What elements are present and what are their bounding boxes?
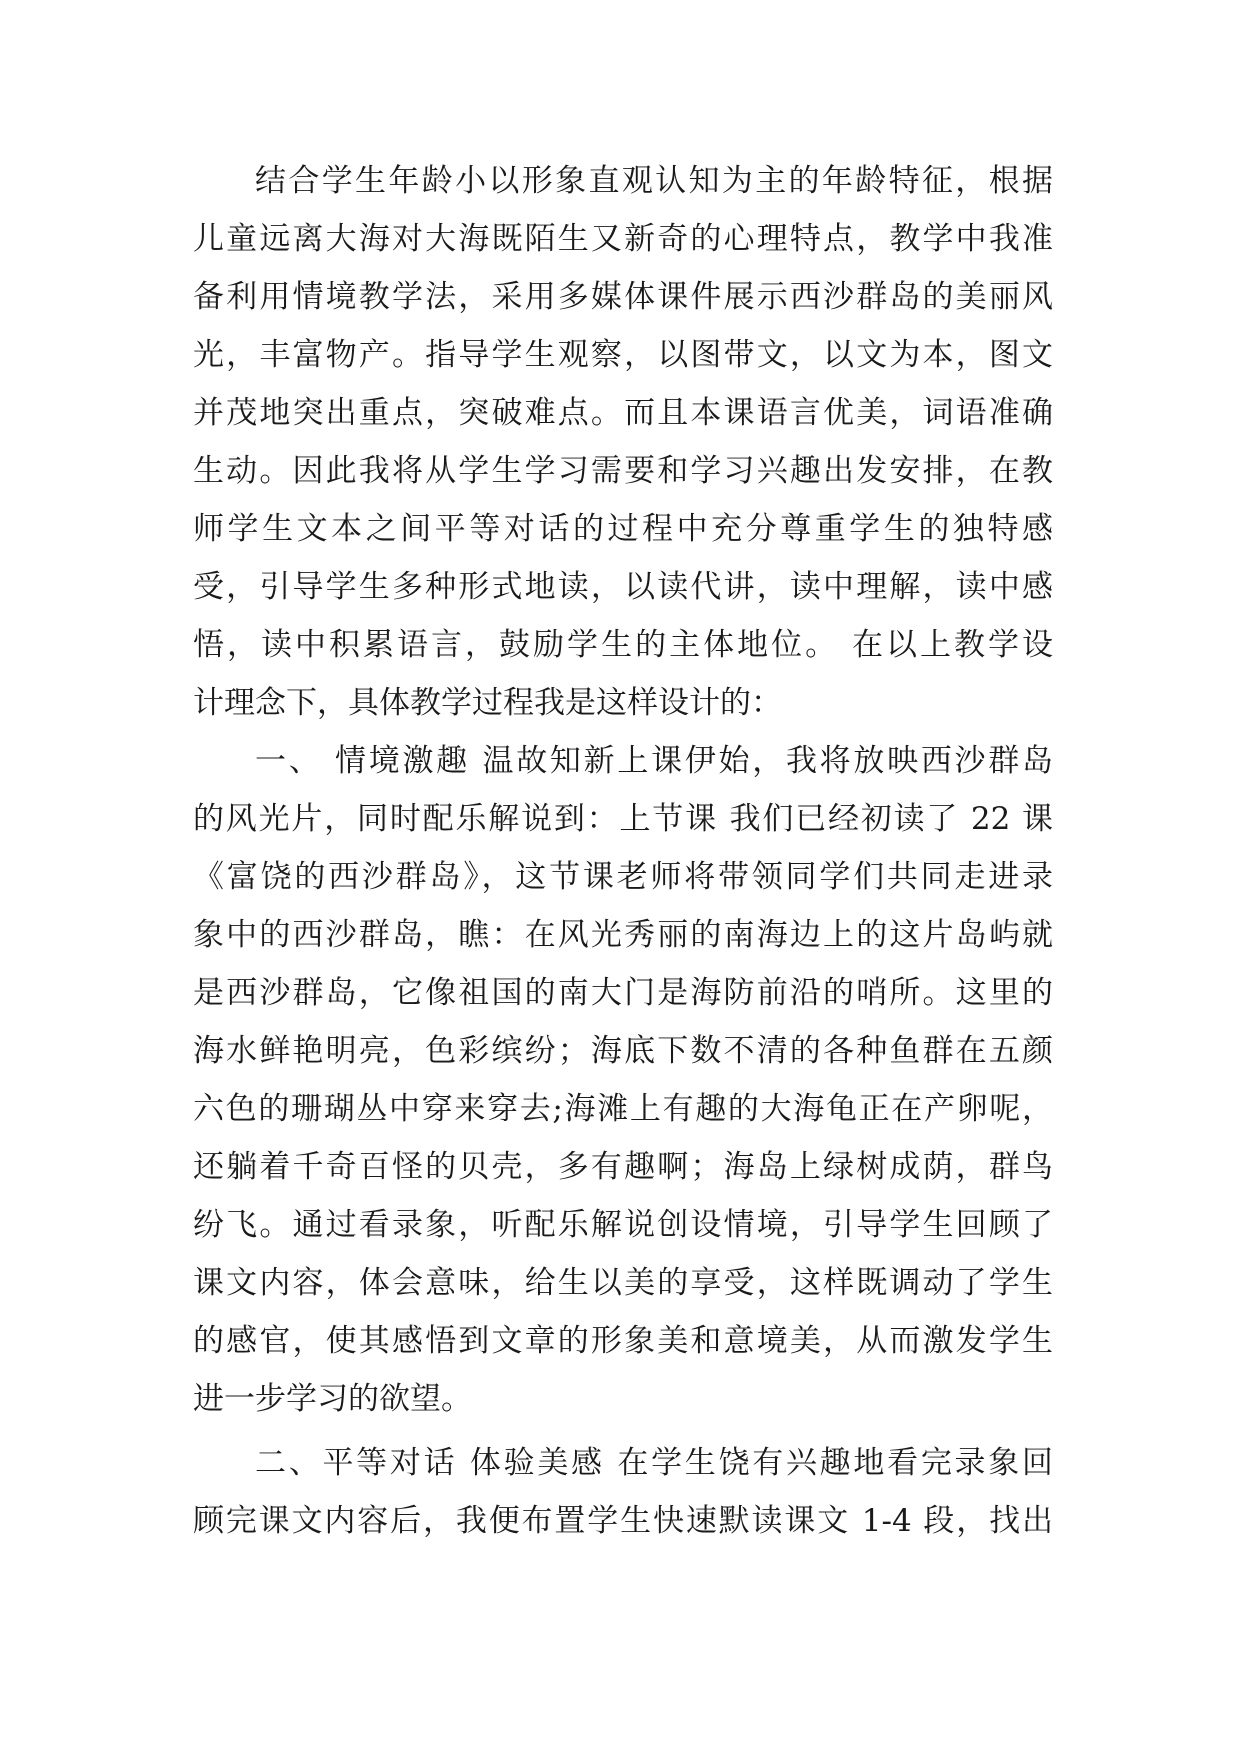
paragraph-line: 儿童远离大海对大海既陌生又新奇的心理特点，教学中我准 [193,221,1053,257]
paragraph-line: 光，丰富物产。指导学生观察，以图带文，以文为本，图文 [193,337,1053,373]
paragraph-line: 是西沙群岛，它像祖国的南大门是海防前沿的哨所。这里的 [193,975,1053,1011]
paragraph-line: 备利用情境教学法，采用多媒体课件展示西沙群岛的美丽风 [193,279,1053,315]
paragraph-line: 生动。因此我将从学生学习需要和学习兴趣出发安排，在教 [193,453,1053,489]
paragraph-line: 师学生文本之间平等对话的过程中充分尊重学生的独特感 [193,511,1053,547]
paragraph-line: 的感官，使其感悟到文章的形象美和意境美，从而激发学生 [193,1323,1053,1359]
paragraph-line: 还躺着千奇百怪的贝壳，多有趣啊；海岛上绿树成荫，群鸟 [193,1149,1053,1185]
paragraph-line: 一、 情境激趣 温故知新上课伊始，我将放映西沙群岛 [255,743,1053,779]
paragraph-line: 海水鲜艳明亮，色彩缤纷；海底下数不清的各种鱼群在五颜 [193,1033,1053,1069]
paragraph-line: 纷飞。通过看录象，听配乐解说创设情境，引导学生回顾了 [193,1207,1053,1243]
paragraph-line: 并茂地突出重点，突破难点。而且本课语言优美，词语准确 [193,395,1053,431]
paragraph-line: 的风光片，同时配乐解说到：上节课 我们已经初读了 22 课 [193,801,1053,837]
paragraph-line: 受，引导学生多种形式地读，以读代讲，读中理解，读中感 [193,569,1053,605]
paragraph-2 [193,732,1053,1428]
paragraph-line: 课文内容，体会意味，给生以美的享受，这样既调动了学生 [193,1265,1053,1301]
paragraph-line: 象中的西沙群岛，瞧：在风光秀丽的南海边上的这片岛屿就 [193,917,1053,953]
document-body [193,152,1053,1550]
paragraph-line: 进一步学习的欲望。 [193,1381,472,1417]
paragraph-line: 《富饶的西沙群岛》，这节课老师将带领同学们共同走进录 [193,859,1053,895]
paragraph-line: 二、平等对话 体验美感 在学生饶有兴趣地看完录象回 [255,1445,1053,1481]
paragraph-3 [193,1434,1053,1550]
paragraph-line: 顾完课文内容后，我便布置学生快速默读课文 1-4 段，找出 [193,1503,1053,1539]
paragraph-1 [193,152,1053,732]
paragraph-line: 结合学生年龄小以形象直观认知为主的年龄特征，根据 [255,163,1053,199]
paragraph-line: 计理念下，具体教学过程我是这样设计的： [193,685,782,721]
paragraph-line: 悟，读中积累语言，鼓励学生的主体地位。 在以上教学设 [193,627,1053,663]
paragraph-line: 六色的珊瑚丛中穿来穿去;海滩上有趣的大海龟正在产卵呢， [193,1091,1053,1127]
